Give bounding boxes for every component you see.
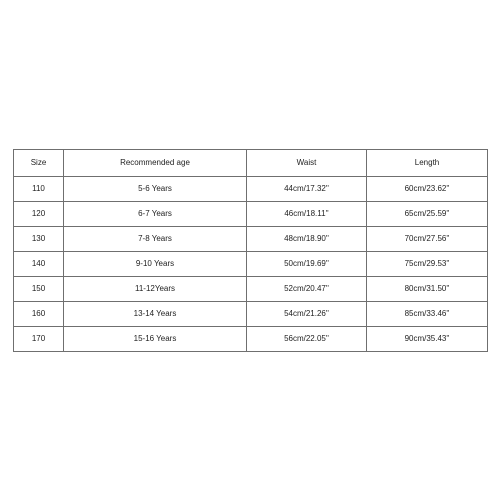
- size-cell: 130: [14, 227, 64, 252]
- age-cell: 6-7 Years: [64, 202, 247, 227]
- length-cell: 85cm/33.46'': [367, 302, 488, 327]
- size-cell: 110: [14, 177, 64, 202]
- length-cell: 90cm/35.43'': [367, 327, 488, 352]
- age-cell: 11-12Years: [64, 277, 247, 302]
- size-cell: 140: [14, 252, 64, 277]
- waist-cell: 44cm/17.32'': [247, 177, 367, 202]
- length-cell: 75cm/29.53'': [367, 252, 488, 277]
- table-row: [14, 227, 488, 252]
- age-cell: 5-6 Years: [64, 177, 247, 202]
- waist-cell: 52cm/20.47'': [247, 277, 367, 302]
- table-row: [14, 202, 488, 227]
- column-header-length: Length: [367, 150, 488, 177]
- waist-cell: 50cm/19.69'': [247, 252, 367, 277]
- size-cell: 160: [14, 302, 64, 327]
- column-header-size: Size: [14, 150, 64, 177]
- table-row: [14, 177, 488, 202]
- size-chart-table: [13, 149, 488, 352]
- column-header-recommended-age: Recommended age: [64, 150, 247, 177]
- table-row: [14, 252, 488, 277]
- column-header-waist: Waist: [247, 150, 367, 177]
- size-cell: 120: [14, 202, 64, 227]
- age-cell: 7-8 Years: [64, 227, 247, 252]
- waist-cell: 54cm/21.26'': [247, 302, 367, 327]
- length-cell: 65cm/25.59'': [367, 202, 488, 227]
- table-header: [14, 150, 488, 177]
- table-row: [14, 302, 488, 327]
- waist-cell: 46cm/18.11'': [247, 202, 367, 227]
- waist-cell: 48cm/18.90'': [247, 227, 367, 252]
- header-row: [14, 150, 488, 177]
- table-row: [14, 277, 488, 302]
- size-cell: 170: [14, 327, 64, 352]
- table-row: [14, 327, 488, 352]
- length-cell: 80cm/31.50'': [367, 277, 488, 302]
- age-cell: 9-10 Years: [64, 252, 247, 277]
- length-cell: 60cm/23.62'': [367, 177, 488, 202]
- age-cell: 15-16 Years: [64, 327, 247, 352]
- length-cell: 70cm/27.56'': [367, 227, 488, 252]
- waist-cell: 56cm/22.05'': [247, 327, 367, 352]
- table-body: [14, 177, 488, 352]
- age-cell: 13-14 Years: [64, 302, 247, 327]
- size-cell: 150: [14, 277, 64, 302]
